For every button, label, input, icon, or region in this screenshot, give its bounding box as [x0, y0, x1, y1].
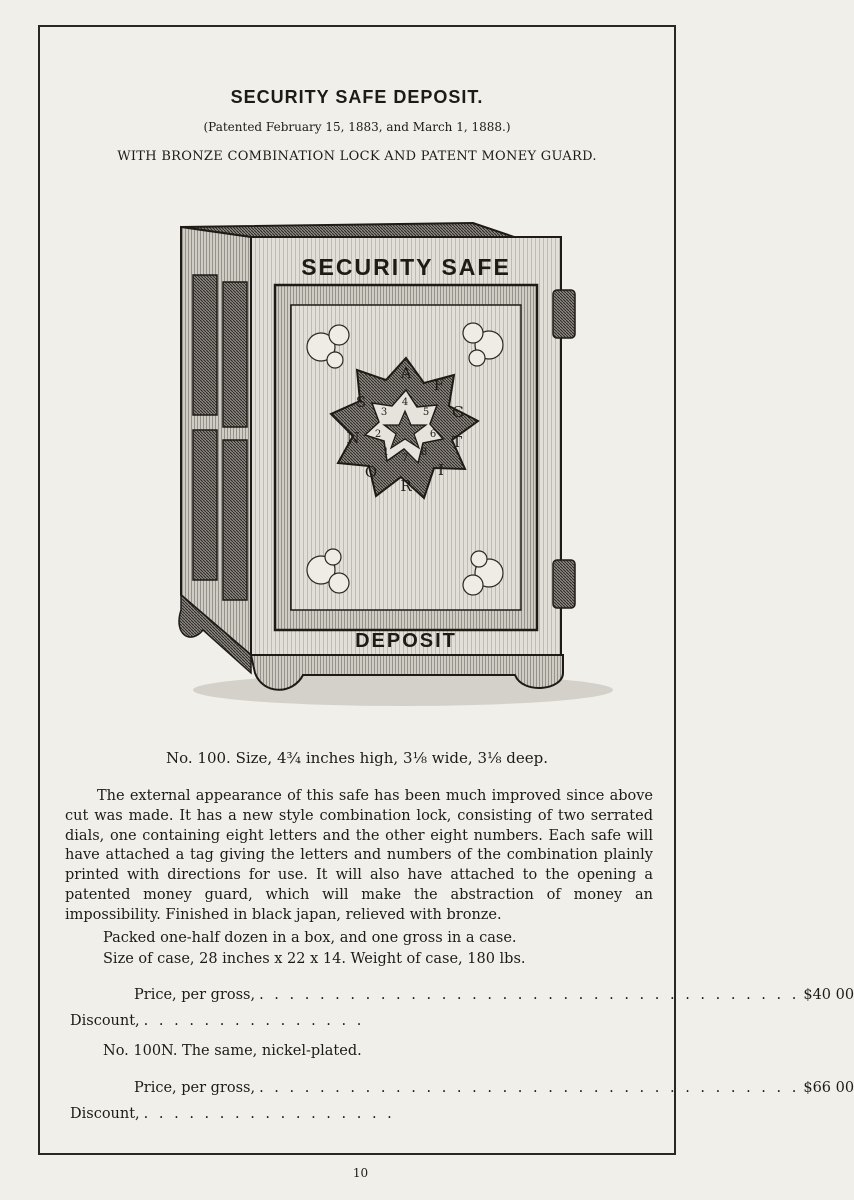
dot-leader: . . . . . . . . . . . . . . . . .	[143, 1106, 395, 1122]
dial-letter: T	[451, 433, 463, 451]
dial-number: 5	[422, 407, 430, 418]
dial-number: 6	[429, 429, 437, 440]
dot-leader: . . . . . . . . . . . . . . . . . . . . . . . . . . . . . . . . . . . .	[259, 1080, 800, 1096]
dial-number: 7	[401, 453, 409, 464]
dial-letter: F	[433, 376, 445, 394]
dial-letter: G	[452, 403, 464, 421]
dial-number: 4	[401, 397, 409, 408]
variant-discount-row	[70, 1106, 395, 1122]
discount-row	[70, 1013, 364, 1029]
side-panel	[223, 282, 247, 427]
dial-letter: I	[438, 461, 444, 479]
subtitle: WITH BRONZE COMBINATION LOCK AND PATENT MONEY GUARD.	[117, 149, 597, 164]
patent-note: (Patented February 15, 1883, and March 1, 1888.)	[203, 120, 511, 134]
page-title: SECURITY SAFE DEPOSIT.	[230, 87, 484, 107]
safe-bottom-lettering: DEPOSIT	[355, 630, 457, 652]
dial-number: 3	[380, 407, 388, 418]
variant-model-line: No. 100N. The same, nickel-plated.	[103, 1043, 362, 1059]
dial-letter: N	[346, 429, 360, 447]
size-line: No. 100. Size, 4¾ inches high, 3⅛ wide, 3⅛ deep.	[165, 749, 549, 767]
price-label: Price, per gross,	[134, 1080, 256, 1096]
price-label: Price, per gross,	[134, 987, 256, 1003]
dot-leader: . . . . . . . . . . . . . . . . . . . . . . . . . . . . . . . . . . . .	[259, 987, 800, 1003]
price-value: $66 00	[803, 1080, 854, 1096]
packing-info: Packed one-half dozen in a box, and one gross in a case.	[103, 930, 517, 946]
discount-label: Discount,	[70, 1013, 140, 1029]
product-description: The external appearance of this safe has been much improved since above cut was made. It has a new style combination lock, consisting of two serrated dials, one containing eight letters and the other eight numbers. Each safe will have attached a tag giving the letters and numbers of the combination plainly printed with directions for use. It will also have attached to the opening a patented money guard, which will make the abstraction of money an impossibility. Finished in black japan, relieved with bronze.	[65, 788, 653, 923]
dial-letter: R	[400, 477, 412, 495]
safe-top-lettering: SECURITY SAFE	[301, 254, 511, 280]
side-panel	[193, 275, 217, 415]
page-number: 10	[352, 1166, 369, 1180]
variant-price-row	[134, 1080, 854, 1096]
price-row	[134, 987, 854, 1003]
dial-letter: O	[364, 463, 378, 481]
dial-letter: A	[400, 364, 412, 382]
price-value: $40 00	[803, 987, 854, 1003]
hinge	[553, 560, 575, 608]
hinge	[553, 290, 575, 338]
discount-label: Discount,	[70, 1106, 140, 1122]
dial-number: 8	[420, 447, 428, 458]
side-panel	[223, 440, 247, 600]
dial-number: 1	[382, 447, 390, 458]
case-size-info: Size of case, 28 inches x 22 x 14. Weight of case, 180 lbs.	[103, 951, 526, 967]
safe-illustration	[143, 185, 613, 730]
dot-leader: . . . . . . . . . . . . . . .	[143, 1013, 365, 1029]
side-panel	[193, 430, 217, 580]
dial-number: 2	[374, 429, 382, 440]
dial-letter: S	[355, 393, 367, 411]
page-frame	[38, 25, 854, 1155]
